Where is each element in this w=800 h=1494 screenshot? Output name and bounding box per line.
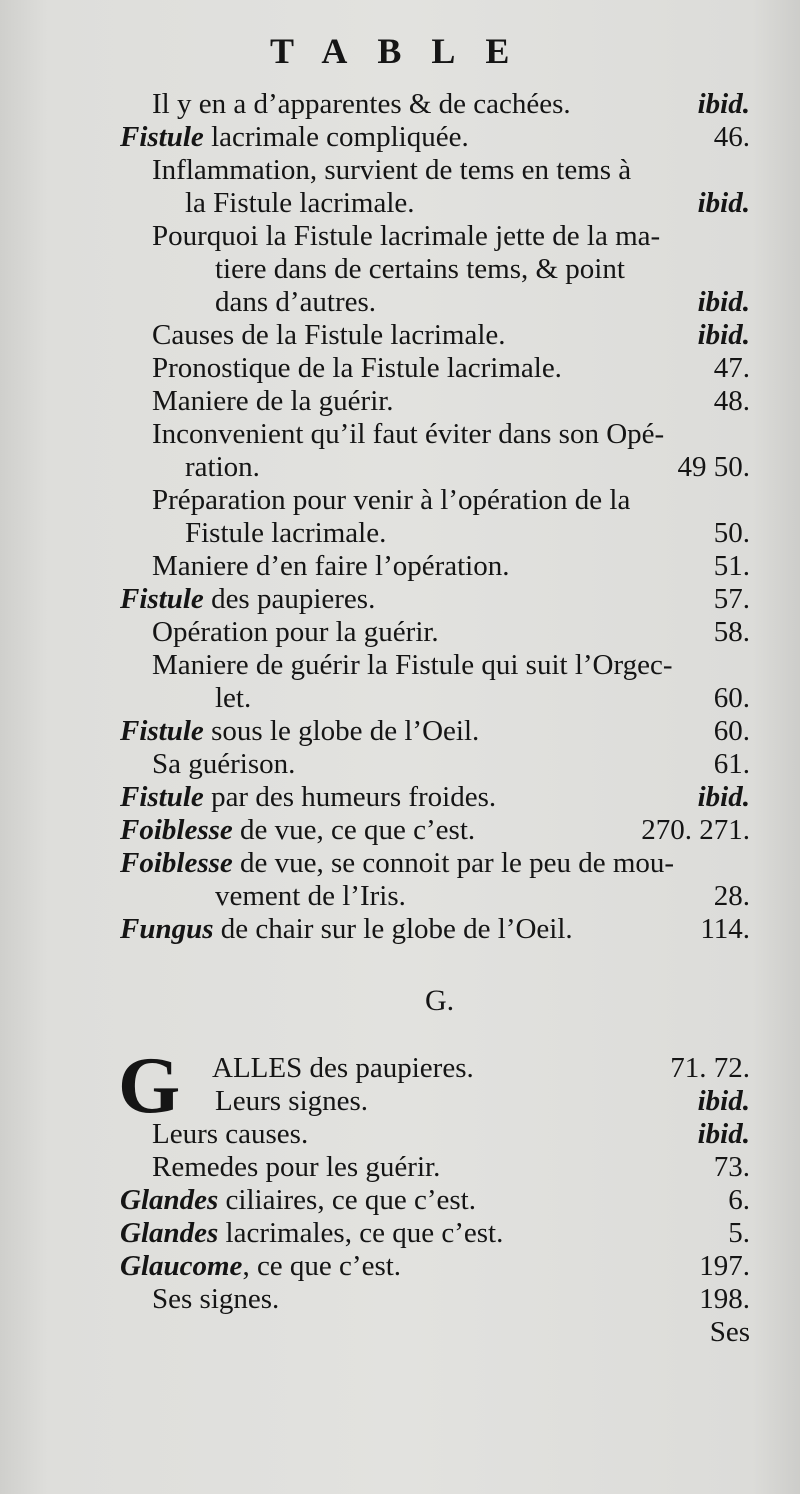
- index-entry-body: lacrimales, ce que c’est.: [225, 1217, 504, 1249]
- index-entry-body: Il y en a d’apparentes & de cachées.: [152, 88, 571, 120]
- index-line: [0, 88, 800, 121]
- page-reference: 51.: [713, 550, 750, 582]
- index-entry-body: lacrimale compliquée.: [211, 121, 469, 153]
- index-entry-text: [152, 1151, 440, 1184]
- index-entry-body: ration.: [185, 451, 260, 483]
- index-entry-text: [215, 286, 376, 319]
- index-entry-body: des paupieres.: [211, 583, 376, 615]
- page-reference: 48.: [713, 385, 750, 417]
- index-line: [0, 715, 800, 748]
- index-entry-body: la Fistule lacrimale.: [185, 187, 415, 219]
- index-line: [0, 1151, 800, 1184]
- page-reference: 50.: [713, 517, 750, 549]
- index-line: [0, 550, 800, 583]
- index-entry-text: [120, 121, 469, 154]
- index-line: [0, 1052, 800, 1085]
- index-headword: Glandes: [120, 1217, 219, 1249]
- index-entry-body: tiere dans de certains tems, & point: [215, 253, 625, 285]
- index-entry-body: de vue, se connoit par le peu de mou-: [240, 847, 675, 879]
- index-line: [0, 649, 800, 682]
- running-head: TABLE: [270, 31, 540, 71]
- index-entry-text: [152, 1283, 279, 1316]
- index-line: [0, 814, 800, 847]
- index-line: [0, 583, 800, 616]
- index-entry-text: [185, 187, 415, 220]
- index-entry-text: [185, 517, 386, 550]
- index-headword: Fistule: [120, 781, 204, 813]
- index-line: [0, 682, 800, 715]
- page-reference: 47.: [713, 352, 750, 384]
- index-entry-body: Pourquoi la Fistule lacrimale jette de la ma-: [152, 220, 661, 252]
- section-letter-g: G.: [425, 984, 455, 1017]
- index-entry-text: [215, 1085, 368, 1118]
- index-line: [0, 1085, 800, 1118]
- index-entry-body: Pronostique de la Fistule lacrimale.: [152, 352, 562, 384]
- index-line: [0, 1250, 800, 1283]
- page-reference: 198.: [699, 1283, 750, 1315]
- page-reference: 114.: [700, 913, 750, 945]
- index-entry-body: let.: [215, 682, 252, 714]
- index-entry-text: [215, 880, 406, 913]
- index-entry-body: Ses signes.: [152, 1283, 280, 1315]
- index-entry-text: [120, 1217, 503, 1250]
- index-entry-text: [152, 88, 571, 121]
- index-entry-body: de vue, ce que c’est.: [240, 814, 476, 846]
- page-reference: ibid.: [697, 88, 750, 120]
- index-entry-text: [120, 847, 674, 880]
- index-entry-text: [152, 418, 664, 451]
- page-reference: ibid.: [697, 781, 750, 813]
- index-entry-body: Remedes pour les guérir.: [152, 1151, 441, 1183]
- index-entry-body: ALLES des paupieres.: [212, 1052, 474, 1084]
- index-entry-text: [120, 1184, 476, 1217]
- index-entry-body: sous le globe de l’Oeil.: [211, 715, 480, 747]
- index-line: [0, 748, 800, 781]
- index-entry-text: [120, 913, 573, 946]
- index-line: [0, 484, 800, 517]
- index-line: [0, 1217, 800, 1250]
- index-entry-body: Sa guérison.: [152, 748, 296, 780]
- index-headword: Foiblesse: [120, 814, 233, 846]
- index-entry-body: dans d’autres.: [215, 286, 377, 318]
- index-line: [0, 517, 800, 550]
- index-line: [0, 187, 800, 220]
- index-entry-text: [152, 154, 631, 187]
- index-line: [0, 220, 800, 253]
- page-reference: 60.: [713, 715, 750, 747]
- index-headword: Glaucome: [120, 1250, 243, 1282]
- index-entry-body: ciliaires, ce que c’est.: [225, 1184, 476, 1216]
- index-entry-body: Causes de la Fistule lacrimale.: [152, 319, 506, 351]
- page-reference: ibid.: [697, 1118, 750, 1150]
- index-entry-text: [152, 352, 562, 385]
- page-reference: 58.: [713, 616, 750, 648]
- index-entry-text: [185, 451, 260, 484]
- index-entry-body: par des humeurs froides.: [211, 781, 497, 813]
- index-line: [0, 1184, 800, 1217]
- index-headword: Fistule: [120, 121, 204, 153]
- index-entry-text: [120, 583, 375, 616]
- index-entry-body: Leurs signes.: [215, 1085, 369, 1117]
- page-reference: 5.: [728, 1217, 750, 1249]
- index-entry-body: Inconvenient qu’il faut éviter dans son Opé-: [152, 418, 665, 450]
- drop-cap: G: [118, 1042, 181, 1130]
- index-entry-text: [152, 484, 630, 517]
- index-line: [0, 913, 800, 946]
- page-reference: ibid.: [697, 286, 750, 318]
- index-headword: Fungus: [120, 913, 214, 945]
- index-entry-body: Maniere d’en faire l’opération.: [152, 550, 510, 582]
- index-entry-text: [152, 1118, 308, 1151]
- page-reference: 60.: [713, 682, 750, 714]
- index-entry-text: [120, 715, 479, 748]
- page-reference: 71. 72.: [670, 1052, 750, 1084]
- index-line: [0, 121, 800, 154]
- index-entry-body: vement de l’Iris.: [215, 880, 406, 912]
- index-entry-body: de chair sur le globe de l’Oeil.: [220, 913, 573, 945]
- index-line: [0, 385, 800, 418]
- index-entry-body: Maniere de guérir la Fistule qui suit l’Orgec-: [152, 649, 673, 681]
- index-headword: Fistule: [120, 583, 204, 615]
- index-entry-text: [120, 814, 475, 847]
- index-line: [0, 451, 800, 484]
- index-line: [0, 1118, 800, 1151]
- index-line: [0, 847, 800, 880]
- page-reference: 73.: [713, 1151, 750, 1183]
- page-reference: ibid.: [697, 1085, 750, 1117]
- index-line: [0, 616, 800, 649]
- index-line: [0, 880, 800, 913]
- index-entry-text: [152, 220, 660, 253]
- index-entry-text: [152, 616, 439, 649]
- index-entry-text: [152, 385, 394, 418]
- index-line: [0, 319, 800, 352]
- page-reference: 61.: [713, 748, 750, 780]
- catchword: Ses: [709, 1316, 750, 1348]
- index-line: [0, 352, 800, 385]
- index-line: [0, 286, 800, 319]
- page-reference: 197.: [699, 1250, 750, 1282]
- index-line: [0, 154, 800, 187]
- index-entry-text: [212, 1052, 474, 1085]
- index-headword: Glandes: [120, 1184, 219, 1216]
- index-entry-text: [120, 1250, 401, 1283]
- index-entry-text: [152, 649, 673, 682]
- index-headword: Foiblesse: [120, 847, 233, 879]
- index-entry-body: Inflammation, survient de tems en tems à: [152, 154, 632, 186]
- page-reference: 6.: [728, 1184, 750, 1216]
- index-entry-body: Leurs causes.: [152, 1118, 309, 1150]
- index-entry-text: [215, 682, 251, 715]
- index-entry-body: Opération pour la guérir.: [152, 616, 439, 648]
- index-line: [0, 1283, 800, 1316]
- index-line: [0, 781, 800, 814]
- page-reference: 46.: [713, 121, 750, 153]
- index-entry-text: [152, 550, 510, 583]
- page-reference: 270. 271.: [641, 814, 750, 846]
- index-entry-body: , ce que c’est.: [242, 1250, 402, 1282]
- index-entry-body: Maniere de la guérir.: [152, 385, 394, 417]
- index-entry-text: [152, 319, 506, 352]
- page-reference: ibid.: [697, 319, 750, 351]
- index-entry-text: [215, 253, 625, 286]
- page-reference: ibid.: [697, 187, 750, 219]
- index-entry-text: [120, 781, 496, 814]
- index-line: [0, 418, 800, 451]
- page-reference: 57.: [713, 583, 750, 615]
- index-line: [0, 253, 800, 286]
- page-reference: 28.: [713, 880, 750, 912]
- index-entry-text: [152, 748, 295, 781]
- index-headword: Fistule: [120, 715, 204, 747]
- index-entry-body: Fistule lacrimale.: [185, 517, 387, 549]
- page-reference: 49 50.: [677, 451, 750, 483]
- index-entry-body: Préparation pour venir à l’opération de la: [152, 484, 631, 516]
